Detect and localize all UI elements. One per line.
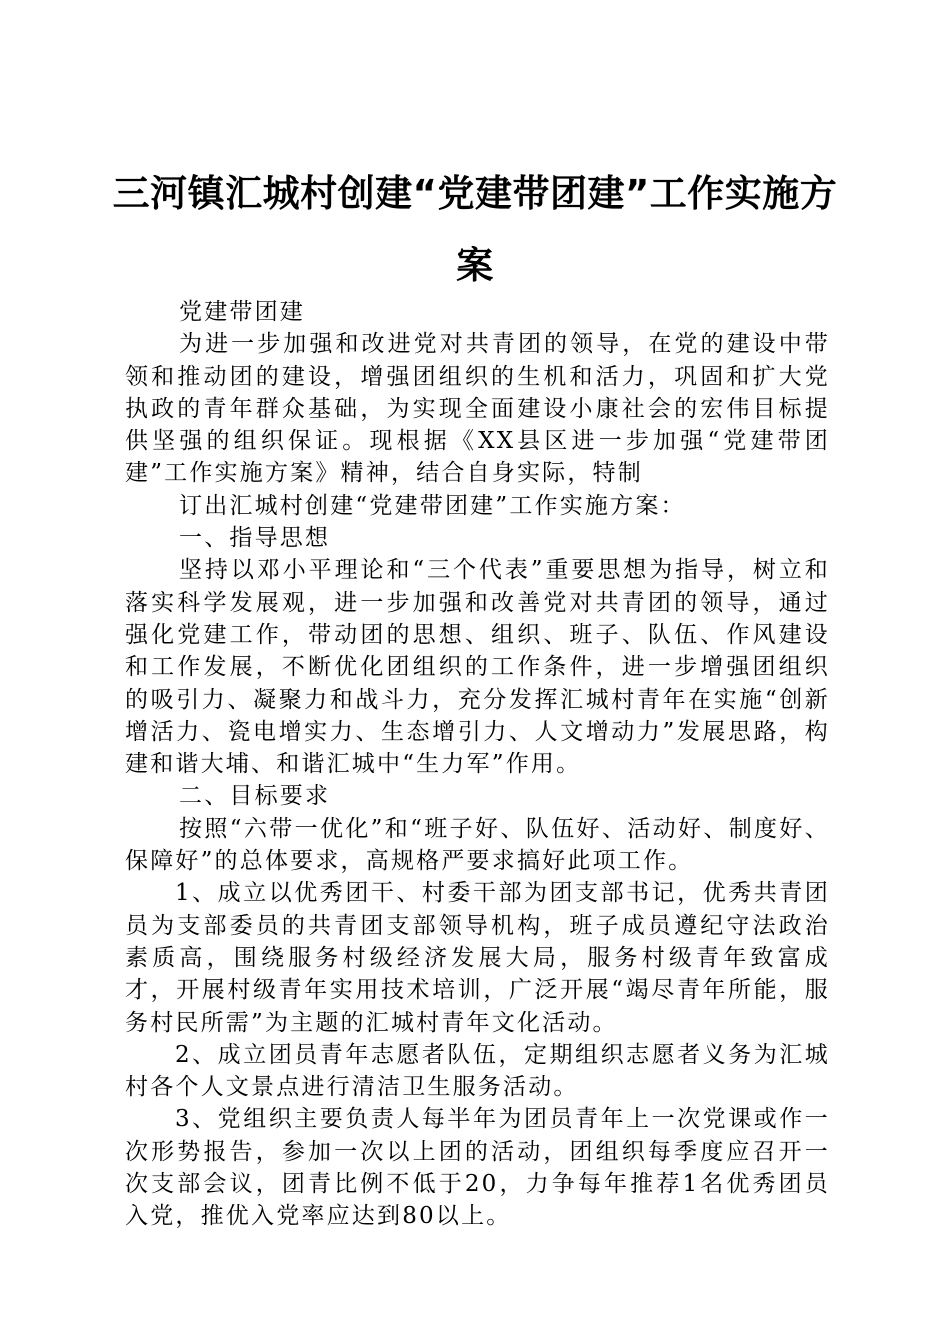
section-heading-goals: 二、目标要求	[179, 783, 331, 810]
section-heading-guiding-thought: 一、指导思想	[179, 525, 331, 552]
paragraph-goals: 按照“六带一优化”和“班子好、队伍好、活动好、制度好、保障好”的总体要求，高规格严要求搞好此项工作。	[125, 815, 830, 875]
paragraph-intro-cont: 订出汇城村创建“党建带团建”工作实施方案：	[179, 492, 686, 519]
document-title: 三河镇汇城村创建“党建带团建”工作实施方案	[112, 172, 838, 287]
list-item-1: 1、成立以优秀团干、村委干部为团支部书记，优秀共青团员为支部委员的共青团支部领导机构，班子成员遵纪守法政治素质高，围绕服务村级经济发展大局，服务村级青年致富成才，开展村级青年实用技术培训，广泛开展“竭尽青年所能，服务村民所需”为主题的汇城村青年文化活动。	[125, 880, 830, 1036]
paragraph-intro: 为进一步加强和改进党对共青团的领导，在党的建设中带领和推动团的建设，增强团组织的生机和活力，巩固和扩大党执政的青年群众基础，为实现全面建设小康社会的宏伟目标提供坚强的组织保证。现根据《XX县区进一步加强“党建带团建”工作实施方案》精神，结合自身实际，特制	[125, 331, 830, 487]
paragraph-subtitle: 党建带团建	[179, 299, 305, 325]
paragraph-guiding-thought: 坚持以邓小平理论和“三个代表”重要思想为指导，树立和落实科学发展观，进一步加强和改善党对共青团的领导，通过强化党建工作，带动团的思想、组织、班子、队伍、作风建设和工作发展，不断优化团组织的工作条件，进一步增强团组织的吸引力、凝聚力和战斗力，充分发挥汇城村青年在实施“创新增活力、瓷电增实力、生态增引力、人文增动力”发展思路，构建和谐大埔、和谐汇城中“生力军”作用。	[125, 557, 830, 778]
list-item-2: 2、成立团员青年志愿者队伍，定期组织志愿者义务为汇城村各个人文景点进行清洁卫生服务活动。	[125, 1041, 830, 1101]
list-item-3: 3、党组织主要负责人每半年为团员青年上一次党课或作一次形势报告，参加一次以上团的活动，团组织每季度应召开一次支部会议，团青比例不低于20，力争每年推荐1名优秀团员入党，推优入党率应达到80以上。	[125, 1106, 830, 1230]
document-body	[125, 296, 830, 1233]
